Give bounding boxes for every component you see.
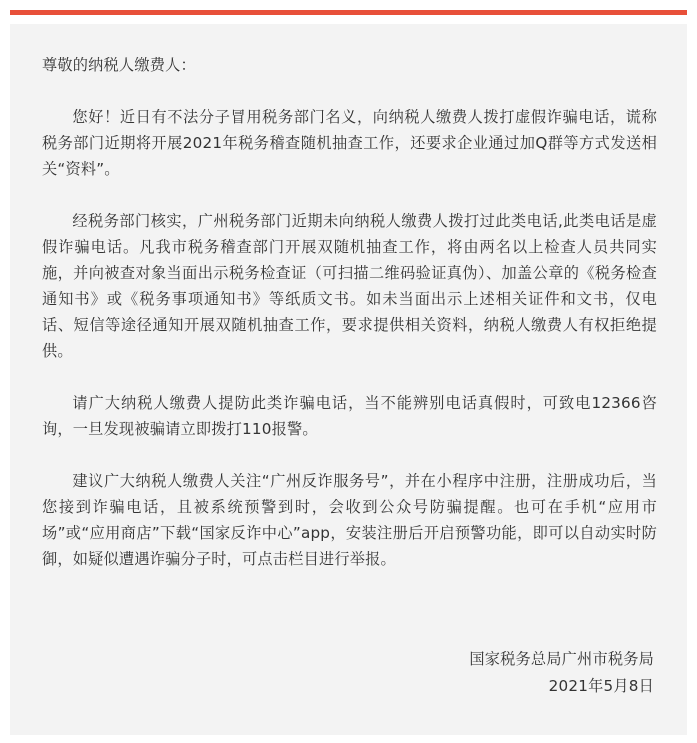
- paragraph-warning: 您好！近日有不法分子冒用税务部门名义，向纳税人缴费人拨打虚假诈骗电话，谎称税务部门近期将开展2021年税务稽查随机抽查工作，还要求企业通过加Q群等方式发送相关“资料”。: [42, 108, 657, 178]
- paragraph-verification: 经税务部门核实，广州税务部门近期未向纳税人缴费人拨打过此类电话,此类电话是虚假诈骗电话。凡我市税务稽查部门开展双随机抽查工作，将由两名以上检查人员共同实施，并向被查对象当面出示税务检查证（可扫描二维码验证真伪）、加盖公章的《税务检查通知书》或《税务事项通知书》等纸质文书。如未当面出示上述相关证件和文书，仅电话、短信等途径通知开展双随机抽查工作，要求提供相关资料，纳税人缴费人有权拒绝提供。: [42, 212, 657, 360]
- signature-issuer: 国家税务总局广州市税务局: [469, 650, 654, 668]
- notice-card: [10, 24, 687, 735]
- signature-date: 2021年5月8日: [548, 677, 654, 695]
- top-accent-bar: [10, 10, 687, 15]
- paragraph-suggestion: 建议广大纳税人缴费人关注“广州反诈服务号”，并在小程序中注册，注册成功后，当您接到诈骗电话，且被系统预警到时，会收到公众号防骗提醒。也可在手机“应用市场”或“应用商店”下载“国家反诈中心”app，安装注册后开启预警功能，即可以自动实时防御，如疑似遭遇诈骗分子时，可点击栏目进行举报。: [42, 472, 657, 568]
- paragraph-reminder: 请广大纳税人缴费人提防此类诈骗电话，当不能辨别电话真假时，可致电12366咨询，一旦发现被骗请立即拨打110报警。: [42, 394, 657, 438]
- salutation: 尊敬的纳税人缴费人：: [42, 56, 196, 74]
- signature-block: [469, 646, 654, 700]
